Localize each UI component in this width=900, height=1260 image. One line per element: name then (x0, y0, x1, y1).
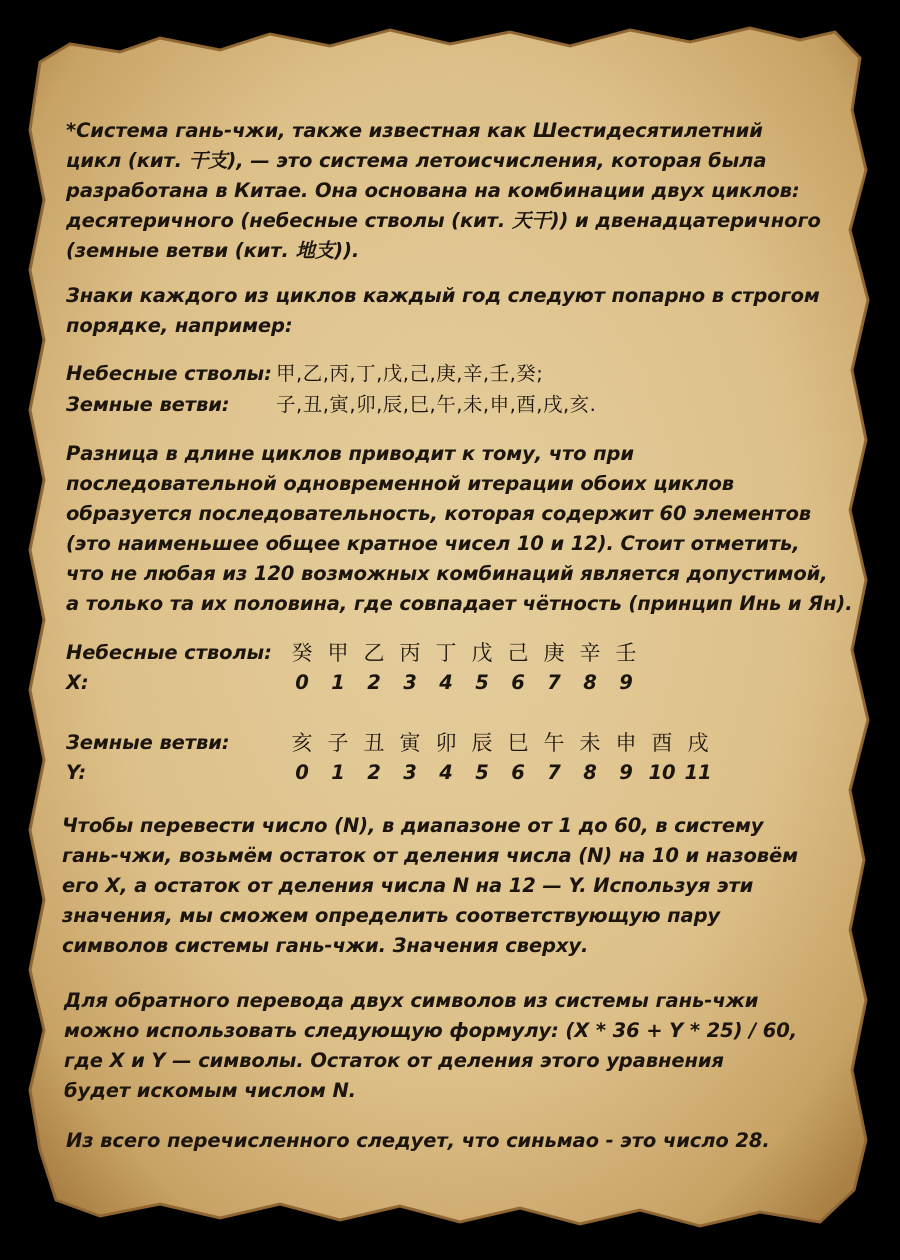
heavenly-sequence-value: 甲,乙,丙,丁,戊,己,庚,辛,壬,癸; (276, 362, 544, 385)
difference-paragraph: Разница в длине циклов приводит к тому, что при последовательной одновременной итерации обоих циклов образуется последовательность, которая содержит 60 элементов (это наименьшее общее кратное чисел 10 и 12). Стоит отметить, что не любая из 120 возможных комбинаций является допустимой, а только та их половина, где совпадает чётность (принцип Инь и Ян). (66, 442, 853, 615)
order-paragraph: Знаки каждого из циклов каждый год следуют попарно в строгом порядке, например: (66, 284, 820, 337)
earthly-char: 酉 (651, 731, 673, 755)
earthly-branches-table (66, 728, 716, 788)
earthly-char: 午 (543, 731, 565, 755)
earthly-sequence-label: Земные ветви: (66, 393, 230, 416)
earthly-index: 10 (648, 761, 676, 784)
heavenly-stems-table (66, 638, 644, 698)
heavenly-index: 8 (583, 671, 597, 694)
earthly-index: 5 (475, 761, 489, 784)
heavenly-char: 戊 (471, 641, 493, 665)
intro-paragraph: *Система гань-чжи, также известная как Шестидесятилетний цикл (кит. 干支), — это система летоисчисления, которая была разработана в Китае. Она основана на комбинации двух циклов: десятеричного (небесные стволы (кит. 天干)) и двенадцатеричного (земные ветви (кит. 地支)). (66, 119, 821, 262)
heavenly-char: 丁 (435, 641, 457, 665)
heavenly-index: 1 (331, 671, 345, 694)
earthly-index: 1 (331, 761, 345, 784)
heavenly-char: 己 (507, 641, 529, 665)
heavenly-index: 0 (295, 671, 309, 694)
heavenly-index-row (66, 668, 644, 698)
heavenly-char: 壬 (615, 641, 637, 665)
earthly-sequence-row (66, 390, 596, 420)
heavenly-char: 乙 (363, 641, 385, 665)
convert-paragraph: Чтобы перевести число (N), в диапазоне от 1 до 60, в систему гань-чжи, возьмём остаток от деления числа (N) на 10 и назовём его X, а остаток от деления числа N на 12 — Y. Используя эти значения, мы сможем определить соответствующую пару символов системы гань-чжи. Значения сверху. (62, 814, 798, 957)
y-label: Y: (66, 761, 87, 784)
reverse-paragraph: Для обратного перевода двух символов из системы гань-чжи можно использовать следующую формулу: (X * 36 + Y * 25) / 60, где X и Y — символы. Остаток от деления этого уравнения будет искомым числом N. (64, 989, 798, 1102)
heavenly-index: 7 (547, 671, 561, 694)
heavenly-char: 癸 (291, 641, 313, 665)
earthly-index: 7 (547, 761, 561, 784)
earthly-char: 卯 (435, 731, 457, 755)
conclusion-paragraph: Из всего перечисленного следует, что синьмао - это число 28. (66, 1129, 770, 1152)
heavenly-sequence-label: Небесные стволы: (66, 362, 272, 385)
earthly-index: 3 (403, 761, 417, 784)
earthly-char: 戌 (687, 731, 709, 755)
heavenly-index: 5 (475, 671, 489, 694)
earthly-char: 寅 (399, 731, 421, 755)
earthly-char: 丑 (363, 731, 385, 755)
earthly-sequence-value: 子,丑,寅,卯,辰,巳,午,未,申,酉,戌,亥. (276, 393, 597, 416)
heavenly-char: 辛 (579, 641, 601, 665)
earthly-char: 未 (579, 731, 601, 755)
heavenly-index: 4 (439, 671, 453, 694)
heavenly-index: 6 (511, 671, 525, 694)
heavenly-char: 丙 (399, 641, 421, 665)
earthly-char: 申 (615, 731, 637, 755)
earthly-index: 8 (583, 761, 597, 784)
heavenly-char: 庚 (543, 641, 565, 665)
heavenly-chars-row (66, 638, 644, 668)
x-label: X: (66, 671, 89, 694)
earthly-index: 0 (295, 761, 309, 784)
earthly-index: 9 (619, 761, 633, 784)
heavenly-sequence-row (66, 359, 543, 389)
earthly-table-label: Земные ветви: (66, 731, 230, 754)
earthly-index: 6 (511, 761, 525, 784)
earthly-char: 子 (327, 731, 349, 755)
heavenly-index: 2 (367, 671, 381, 694)
earthly-index: 4 (439, 761, 453, 784)
earthly-char: 辰 (471, 731, 493, 755)
heavenly-index: 9 (619, 671, 633, 694)
earthly-index-row (66, 758, 716, 788)
earthly-index: 2 (367, 761, 381, 784)
heavenly-index: 3 (403, 671, 417, 694)
earthly-char: 巳 (507, 731, 529, 755)
earthly-char: 亥 (291, 731, 313, 755)
earthly-chars-row (66, 728, 716, 758)
earthly-index: 11 (684, 761, 712, 784)
heavenly-table-label: Небесные стволы: (66, 641, 272, 664)
heavenly-char: 甲 (327, 641, 349, 665)
